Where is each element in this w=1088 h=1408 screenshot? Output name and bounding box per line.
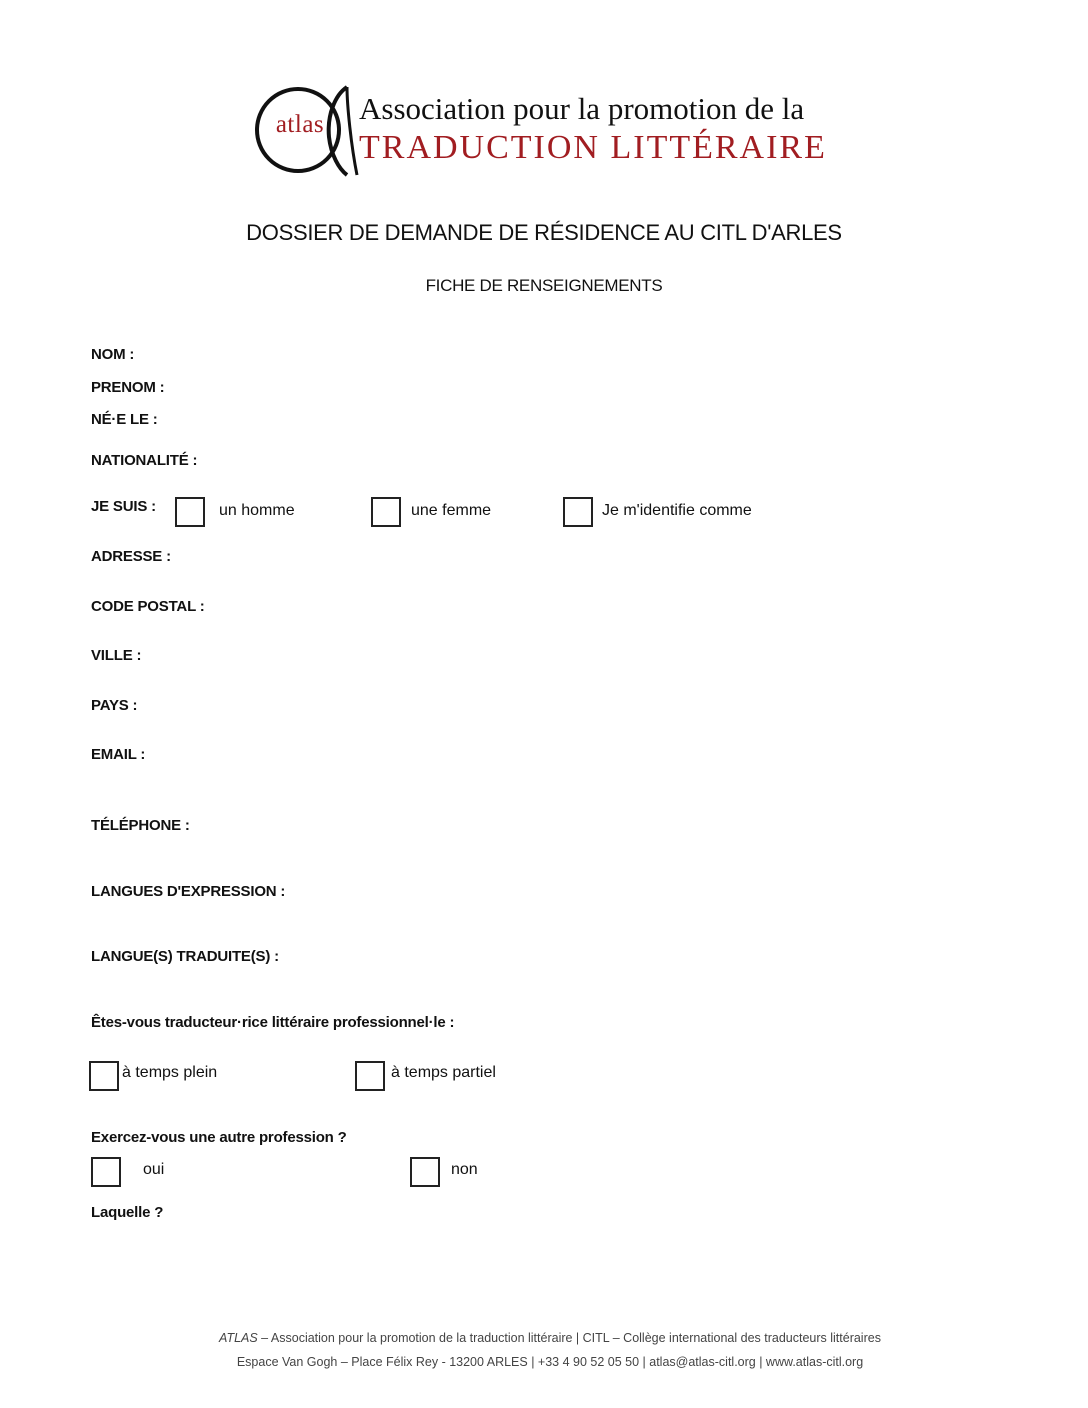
label-adresse: ADRESSE : xyxy=(91,548,171,565)
label-ne-le: NÉ·E LE : xyxy=(91,411,158,428)
document-title: DOSSIER DE DEMANDE DE RÉSIDENCE AU CITL D'ARLES xyxy=(246,220,842,245)
option-femme: une femme xyxy=(411,502,492,519)
logo-line-2: TRADUCTION LITTÉRAIRE xyxy=(359,129,827,166)
atlas-logo xyxy=(255,85,855,185)
label-code-postal: CODE POSTAL : xyxy=(91,598,205,615)
option-identifie: Je m'identifie comme xyxy=(602,502,752,519)
checkbox-non[interactable] xyxy=(410,1157,440,1187)
option-non: non xyxy=(451,1161,478,1178)
checkbox-temps-partiel[interactable] xyxy=(355,1061,385,1091)
checkbox-homme[interactable] xyxy=(175,497,205,527)
label-email: EMAIL : xyxy=(91,746,146,763)
question-professionnel: Êtes-vous traducteur·rice littéraire professionnel·le : xyxy=(91,1014,455,1031)
logo-line-1: Association pour la promotion de la xyxy=(359,91,805,126)
label-je-suis: JE SUIS : xyxy=(91,498,156,515)
checkbox-femme[interactable] xyxy=(371,497,401,527)
label-pays: PAYS : xyxy=(91,697,138,714)
footer-brand: ATLAS xyxy=(219,1331,258,1345)
label-prenom: PRENOM : xyxy=(91,379,165,396)
option-temps-plein: à temps plein xyxy=(122,1064,218,1081)
label-nationalite: NATIONALITÉ : xyxy=(91,452,198,469)
option-temps-partiel: à temps partiel xyxy=(391,1064,496,1081)
checkbox-temps-plein[interactable] xyxy=(89,1061,119,1091)
footer-line-1-text: – Association pour la promotion de la traduction littéraire | CITL – Collège international des traducteurs littéraires xyxy=(257,1331,881,1345)
label-nom: NOM : xyxy=(91,346,135,363)
question-autre-profession: Exercez-vous une autre profession ? xyxy=(91,1129,347,1146)
label-laquelle: Laquelle ? xyxy=(91,1204,164,1221)
footer-line-1 xyxy=(0,1331,1088,1345)
label-langues-expression: LANGUES D'EXPRESSION : xyxy=(91,883,286,900)
label-langues-traduites: LANGUE(S) TRADUITE(S) : xyxy=(91,948,279,965)
label-telephone: TÉLÉPHONE : xyxy=(91,817,190,834)
logo-badge-text: atlas xyxy=(275,111,325,138)
label-ville: VILLE : xyxy=(91,647,142,664)
checkbox-identifie[interactable] xyxy=(563,497,593,527)
document-subtitle: FICHE DE RENSEIGNEMENTS xyxy=(425,276,663,295)
footer-line-2: Espace Van Gogh – Place Félix Rey - 13200 ARLES | +33 4 90 52 05 50 | atlas@atlas-citl.org | www.atlas-citl.org xyxy=(236,1355,864,1369)
logo-alpha-icon xyxy=(317,85,361,177)
checkbox-oui[interactable] xyxy=(91,1157,121,1187)
option-oui: oui xyxy=(143,1161,165,1178)
option-homme: un homme xyxy=(219,502,295,519)
